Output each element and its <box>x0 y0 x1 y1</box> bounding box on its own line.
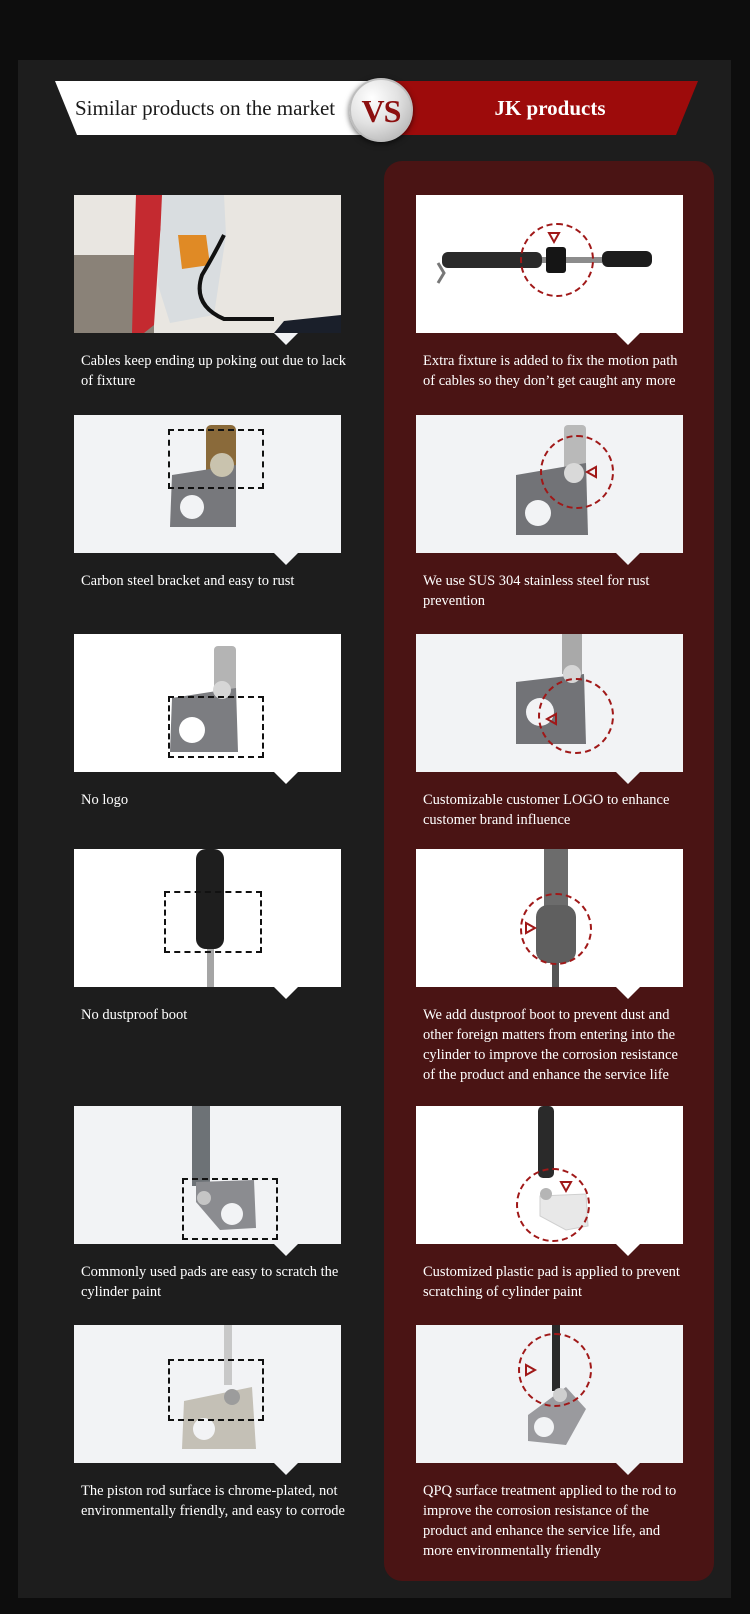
jk-caption-6: QPQ surface treatment applied to the rod to improve the corrosion resistance of the product and enhance the service life, and more environmentally friendly <box>423 1483 677 1559</box>
highlight-rect <box>164 891 262 953</box>
market-caption-5: Commonly used pads are easy to scratch the cylinder paint <box>81 1264 339 1300</box>
market-photo-2 <box>74 415 341 553</box>
market-photo-1 <box>74 195 341 333</box>
pointer-mark-icon <box>416 195 683 333</box>
vs-badge <box>349 78 413 142</box>
vs-label: VS <box>361 93 401 129</box>
jk-card-pointer-4 <box>616 987 640 999</box>
market-caption-6: The piston rod surface is chrome-plated, not environmentally friendly, and easy to corrode <box>81 1483 345 1519</box>
jk-photo-1 <box>416 195 683 333</box>
pointer-mark-icon <box>416 415 683 553</box>
market-photo-5 <box>74 1106 341 1244</box>
market-caption-2: Carbon steel bracket and easy to rust <box>81 573 295 589</box>
jk-card-pointer-5 <box>616 1244 640 1256</box>
market-header-title: Similar products on the market <box>75 96 336 120</box>
pointer-mark-icon <box>416 1106 683 1244</box>
market-caption-4: No dustproof boot <box>81 1007 188 1023</box>
highlight-rect <box>168 429 264 489</box>
market-card-pointer-5 <box>274 1244 298 1256</box>
market-card-pointer-1 <box>274 333 298 345</box>
jk-card-pointer-1 <box>616 333 640 345</box>
jk-caption-2: We use SUS 304 stainless steel for rust prevention <box>423 573 650 609</box>
market-caption-3: No logo <box>81 792 129 808</box>
jk-caption-1: Extra fixture is added to fix the motion path of cables so they don’t get caught any more <box>423 353 678 389</box>
market-caption-1: Cables keep ending up poking out due to lack of fixture <box>81 353 346 389</box>
jk-caption-5: Customized plastic pad is applied to prevent scratching of cylinder paint <box>423 1264 680 1300</box>
jk-photo-3 <box>416 634 683 772</box>
market-photo-3 <box>74 634 341 772</box>
jk-photo-5 <box>416 1106 683 1244</box>
pointer-mark-icon <box>416 1325 683 1463</box>
market-card-pointer-2 <box>274 553 298 565</box>
market-card-pointer-3 <box>274 772 298 784</box>
jk-photo-6 <box>416 1325 683 1463</box>
market-photo-6 <box>74 1325 341 1463</box>
highlight-rect <box>168 696 264 758</box>
market-photo-4 <box>74 849 341 987</box>
pointer-mark-icon <box>416 849 683 987</box>
jk-card-pointer-3 <box>616 772 640 784</box>
jk-caption-3: Customizable customer LOGO to enhance customer brand influence <box>423 792 670 828</box>
jk-header-title: JK products <box>494 96 606 120</box>
highlight-rect <box>182 1178 278 1240</box>
taillight-illustration <box>74 195 341 333</box>
jk-photo-4 <box>416 849 683 987</box>
jk-card-pointer-6 <box>616 1463 640 1475</box>
market-card-pointer-4 <box>274 987 298 999</box>
jk-caption-4: We add dustproof boot to prevent dust and other foreign matters from entering into the cylinder to improve the corrosion resistance of the product and enhance the service life <box>423 1007 678 1083</box>
market-card-pointer-6 <box>274 1463 298 1475</box>
jk-card-pointer-2 <box>616 553 640 565</box>
jk-photo-2 <box>416 415 683 553</box>
highlight-rect <box>168 1359 264 1421</box>
pointer-mark-icon <box>416 634 683 772</box>
